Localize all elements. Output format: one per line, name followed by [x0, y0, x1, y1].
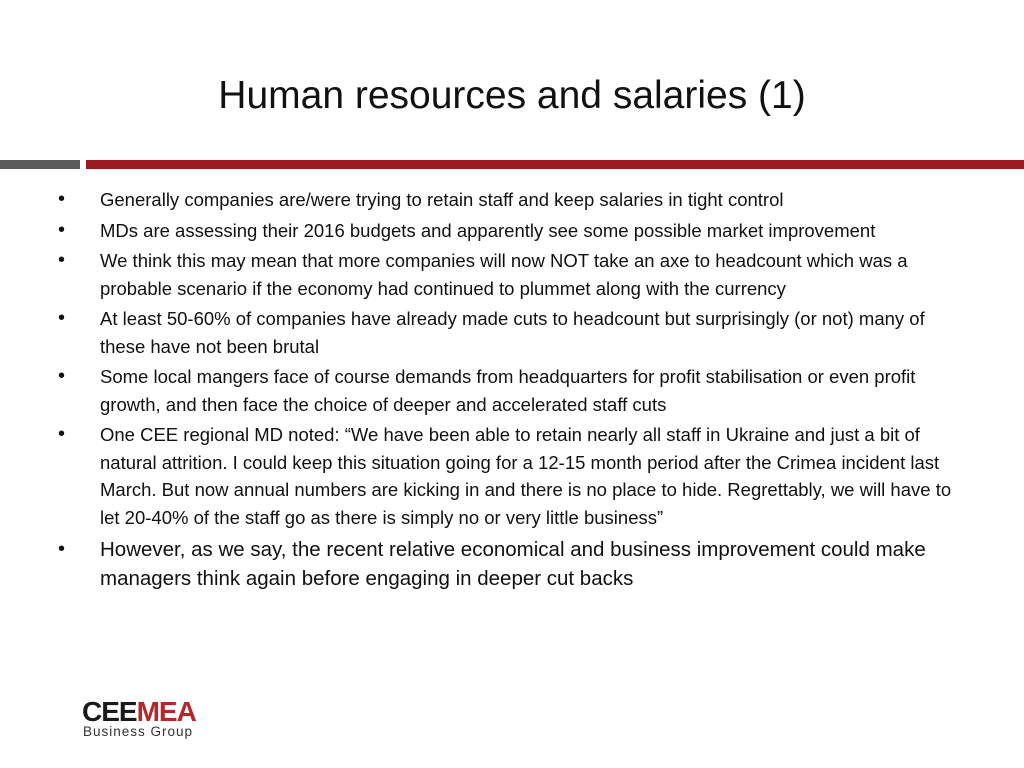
title-divider-red — [86, 160, 1024, 169]
bullet-item — [56, 217, 966, 245]
logo-subtitle: Business Group — [83, 724, 194, 739]
bullet-text: One CEE regional MD noted: “We have been able to retain nearly all staff in Ukraine and just a bit of natural attrition. I could keep this situation going for a 12-15 month period after the Crimea incident last March. But now annual numbers are kicking in and there is no place to hide. Regrettably, we will have to let 20-40% of the staff go as there is simply no or very little business” — [100, 424, 952, 528]
bullet-text: Some local mangers face of course demands from headquarters for profit stabilisation or even profit growth, and then face the choice of deeper and accelerated staff cuts — [100, 366, 916, 415]
bullet-item — [56, 363, 966, 418]
bullet-item — [56, 421, 966, 531]
bullet-icon: • — [58, 307, 66, 329]
logo-wordmark-cee: CEE — [82, 696, 137, 727]
company-logo — [82, 697, 242, 745]
bullet-icon: • — [58, 249, 66, 271]
bullet-item — [56, 535, 966, 593]
bullet-text: We think this may mean that more companies will now NOT take an axe to headcount which was a probable scenario if the economy had continued to plummet along with the currency — [100, 250, 908, 299]
bullet-text: MDs are assessing their 2016 budgets and apparently see some possible market improvement — [100, 219, 876, 241]
title-divider-gray — [0, 160, 80, 169]
bullet-icon: • — [58, 218, 66, 241]
bullet-item — [56, 186, 966, 214]
bullet-icon: • — [58, 423, 66, 445]
bullet-text: However, as we say, the recent relative economical and business improvement could make managers think again before engaging in deeper cut backs — [100, 538, 926, 590]
logo-wordmark — [82, 697, 196, 727]
bullet-icon: • — [58, 538, 66, 560]
logo-wordmark-mea: MEA — [136, 696, 196, 727]
bullet-item — [56, 247, 966, 302]
bullet-icon: • — [58, 188, 66, 210]
bullet-icon: • — [58, 365, 66, 387]
slide-title: Human resources and salaries (1) — [218, 74, 806, 117]
bullet-text: Generally companies are/were trying to retain staff and keep salaries in tight control — [100, 189, 784, 210]
bullet-list — [56, 186, 966, 596]
bullet-text: At least 50-60% of companies have already made cuts to headcount but surprisingly (or not) many of these have not been brutal — [100, 308, 925, 357]
bullet-item — [56, 305, 966, 360]
